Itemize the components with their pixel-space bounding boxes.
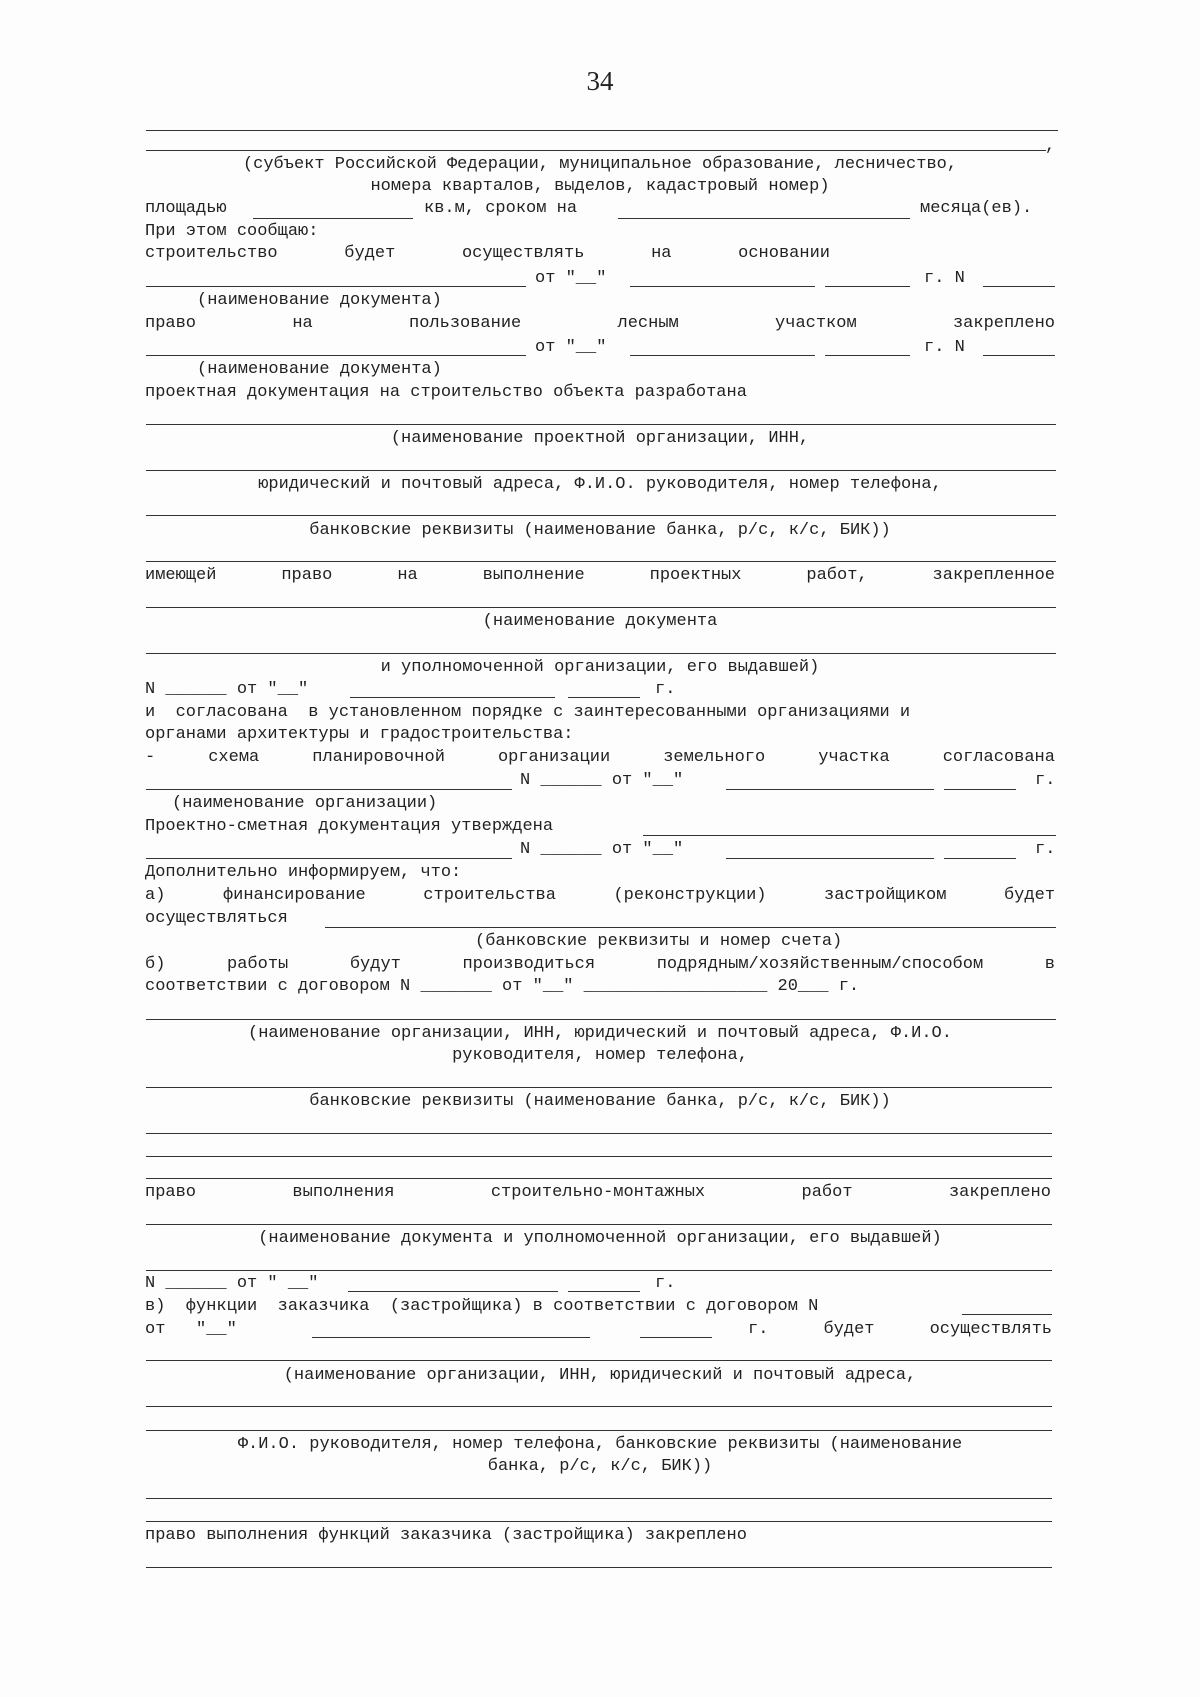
word: право	[145, 314, 197, 333]
project-docs: проектная документация на строительство объекта разработана	[145, 383, 747, 402]
g-1: г.	[655, 680, 676, 699]
n-ot-1: N ______ от "__"	[145, 680, 309, 699]
account-field	[325, 927, 1056, 928]
blank-line	[146, 1224, 1052, 1225]
area-field	[253, 218, 413, 219]
financing-row	[145, 886, 1055, 906]
word: (реконструкции)	[613, 886, 767, 905]
date-field	[726, 858, 934, 859]
works-row	[145, 955, 1055, 975]
word: выполнения	[292, 1183, 395, 1202]
page-number: 34	[586, 66, 614, 96]
date-field	[630, 355, 815, 356]
blank-line	[146, 653, 1056, 654]
number-field	[983, 286, 1055, 287]
auth-org-caption: и уполномоченной организации, его выдавшей)	[380, 658, 820, 677]
blank-line	[146, 607, 1056, 608]
blank-line	[146, 1156, 1052, 1157]
date-field	[640, 1337, 712, 1338]
blank-line	[146, 1087, 1052, 1088]
subject-caption-2: номера кварталов, выделов, кадастровый номер)	[370, 177, 830, 196]
subject-caption-1: (субъект Российской Федерации, муниципальное образование, лесничество,	[242, 155, 958, 174]
n-ot-4: N ______ от " __"	[145, 1274, 319, 1293]
blank-line	[146, 1430, 1052, 1431]
word: проектных	[649, 566, 742, 585]
word: осуществлять	[461, 244, 585, 263]
design-org-caption: (наименование проектной организации, ИНН,	[390, 429, 810, 448]
blank-line	[146, 130, 1058, 131]
agreed-2: органами архитектуры и градостроительства:	[145, 725, 574, 744]
word: на	[651, 244, 672, 263]
blank-line	[146, 470, 1056, 471]
bank-caption-1: банковские реквизиты (наименование банка, р/с, к/с, БИК))	[309, 521, 891, 540]
customer-org-caption: (наименование организации, ИНН, юридический и почтовый адреса,	[283, 1366, 917, 1385]
area-unit: кв.м, сроком на	[424, 199, 578, 218]
word: строительства	[423, 886, 556, 905]
term-field	[618, 218, 910, 219]
word: лесным	[617, 314, 679, 333]
word: земельного	[663, 748, 766, 767]
customer-line: в) функции заказчика (застройщика) в соответствии с договором N	[145, 1297, 819, 1316]
customer-words-row	[748, 1320, 1052, 1340]
contractor-caption-2: руководителя, номер телефона,	[452, 1046, 748, 1065]
doc-caption-2: (наименование документа)	[197, 360, 442, 379]
blank-line	[146, 515, 1056, 516]
word: г.	[748, 1320, 769, 1339]
blank-line	[146, 1133, 1052, 1134]
having-right-row	[145, 566, 1055, 586]
blank-line	[146, 355, 526, 356]
scheme-row	[145, 748, 1055, 768]
customer-right: право выполнения функций заказчика (застройщика) закреплено	[145, 1526, 747, 1545]
doc-caption-1: (наименование документа)	[197, 291, 442, 310]
word: будет	[823, 1320, 875, 1339]
word: право	[145, 1183, 197, 1202]
n-ot-3: N ______ от "__"	[520, 840, 684, 859]
date-field	[350, 697, 555, 698]
word: организации	[497, 748, 611, 767]
date-field	[568, 1291, 640, 1292]
word: будет	[344, 244, 396, 263]
date-field	[944, 858, 1016, 859]
word: на	[292, 314, 313, 333]
blank-line	[146, 1270, 1052, 1271]
word: участка	[818, 748, 890, 767]
word: закреплено	[948, 1183, 1051, 1202]
word: закрепленное	[932, 566, 1055, 585]
customer-ot: от "__"	[145, 1320, 237, 1339]
word: пользование	[409, 314, 522, 333]
blank-line	[146, 561, 1056, 562]
g-2: г.	[1035, 771, 1056, 790]
agreed-1: и согласована в установленном порядке с заинтересованными организациями и	[145, 703, 911, 722]
blank-line	[146, 150, 1046, 151]
word: на	[397, 566, 418, 585]
org-caption-1: (наименование организации)	[172, 794, 438, 813]
ot-quote-2: от "__"	[535, 338, 607, 357]
blank-line	[146, 1567, 1052, 1568]
word: будут	[349, 955, 401, 974]
contract-line: соответствии с договором N _______ от "__" __________________ 20___ г.	[145, 977, 860, 996]
word: финансирование	[222, 886, 366, 905]
blank-line	[146, 424, 1056, 425]
word: планировочной	[312, 748, 445, 767]
blank-line	[643, 835, 1056, 836]
smr-row	[145, 1183, 1051, 1203]
word: основании	[738, 244, 830, 263]
blank-line	[146, 1178, 1052, 1179]
word: строительство	[145, 244, 278, 263]
carried-out: осуществляться	[145, 909, 288, 928]
date-field	[312, 1337, 590, 1338]
g-3: г.	[1035, 840, 1056, 859]
date-field	[944, 789, 1016, 790]
contractor-caption-1: (наименование организации, ИНН, юридический и почтовый адреса, Ф.И.О.	[248, 1024, 952, 1043]
blank-line	[146, 1360, 1052, 1361]
bank-caption-2: банковские реквизиты (наименование банка, р/с, к/с, БИК))	[309, 1092, 891, 1111]
g-n-2: г. N	[924, 338, 965, 357]
forest-row	[145, 314, 1055, 334]
number-field	[983, 355, 1055, 356]
date-field	[630, 286, 815, 287]
blank-line	[146, 286, 526, 287]
blank-line	[146, 1019, 1056, 1020]
blank-line	[146, 1498, 1052, 1499]
word: строительно-монтажных	[490, 1183, 706, 1202]
bank-account-caption: (банковские реквизиты и номер счета)	[475, 932, 843, 951]
word: закреплено	[952, 314, 1055, 333]
word: подрядным/хозяйственным/способом	[656, 955, 984, 974]
date-field	[825, 286, 910, 287]
ot-quote-1: от "__"	[535, 269, 607, 288]
word: выполнение	[482, 566, 585, 585]
g-n-1: г. N	[924, 269, 965, 288]
area-label: площадью	[145, 199, 227, 218]
word: схема	[208, 748, 260, 767]
address-caption: юридический и почтовый адреса, Ф.И.О. руководителя, номер телефона,	[258, 475, 942, 494]
g-4: г.	[655, 1274, 676, 1293]
word: согласована	[942, 748, 1055, 767]
word: б)	[145, 955, 166, 974]
word: -	[145, 748, 156, 767]
estimate-approved: Проектно-сметная документация утверждена	[145, 817, 554, 836]
word: осуществлять	[929, 1320, 1052, 1339]
word: работ	[801, 1183, 853, 1202]
word: будет	[1003, 886, 1055, 905]
blank-line	[146, 789, 512, 790]
number-field	[962, 1314, 1052, 1315]
word: участком	[775, 314, 857, 333]
doc-caption-3: (наименование документа	[482, 612, 718, 631]
word: право	[281, 566, 333, 585]
trailing-comma: ,	[1045, 137, 1056, 156]
word: имеющей	[145, 566, 217, 585]
construction-row	[145, 244, 830, 264]
additionally: Дополнительно информируем, что:	[145, 863, 462, 882]
customer-head-caption-1: Ф.И.О. руководителя, номер телефона, банковские реквизиты (наименование	[237, 1435, 963, 1454]
date-field	[568, 697, 640, 698]
term-unit: месяца(ев).	[920, 199, 1033, 218]
customer-head-caption-2: банка, р/с, к/с, БИК))	[487, 1457, 713, 1476]
word: работ,	[806, 566, 868, 585]
word: производиться	[462, 955, 596, 974]
word: в	[1044, 955, 1055, 974]
doc-auth-caption: (наименование документа и уполномоченной организации, его выдавшей)	[258, 1229, 942, 1248]
date-field	[348, 1291, 558, 1292]
blank-line	[146, 858, 512, 859]
n-ot-2: N ______ от "__"	[520, 771, 684, 790]
blank-line	[146, 1406, 1052, 1407]
word: застройщиком	[824, 886, 947, 905]
date-field	[825, 355, 910, 356]
report-intro: При этом сообщаю:	[145, 222, 319, 241]
date-field	[726, 789, 934, 790]
blank-line	[146, 1521, 1052, 1522]
word: работы	[227, 955, 289, 974]
word: а)	[145, 886, 166, 905]
